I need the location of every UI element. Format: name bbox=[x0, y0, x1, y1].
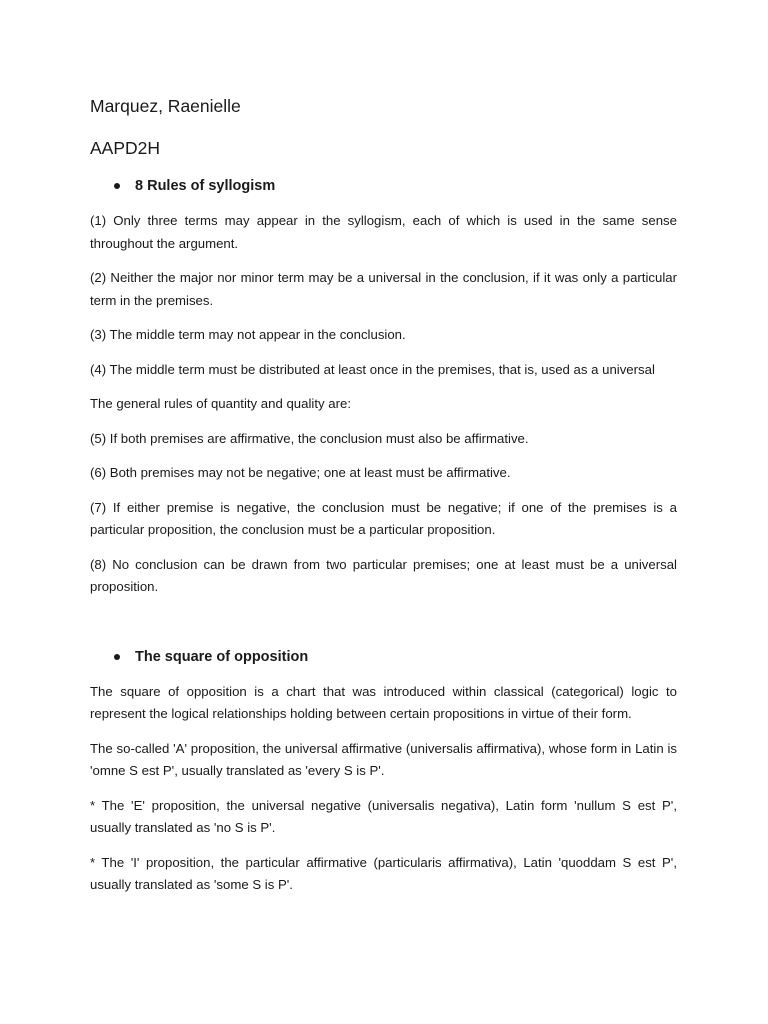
section-heading-text: 8 Rules of syllogism bbox=[135, 178, 276, 194]
paragraph: (3) The middle term may not appear in the conclusion. bbox=[90, 327, 406, 342]
section-heading-square-of-opposition bbox=[90, 647, 677, 667]
paragraph: (2) Neither the major nor minor term may be a universal in the conclusion, if it was only a particular term in the premises. bbox=[90, 270, 677, 308]
paragraph: (8) No conclusion can be drawn from two particular premises; one at least must be a universal proposition. bbox=[90, 556, 677, 594]
spacer bbox=[90, 611, 677, 647]
bullet-icon bbox=[114, 654, 120, 660]
paragraph: The so-called 'A' proposition, the universal affirmative (universalis affirmativa), whose form in Latin is 'omne S est P', usually translated as 'every S is P'. bbox=[90, 740, 677, 778]
paragraph: (4) The middle term must be distributed at least once in the premises, that is, used as a universal bbox=[90, 361, 655, 377]
paragraph: (6) Both premises may not be negative; one at least must be affirmative. bbox=[90, 465, 511, 480]
author-name: Marquez, Raenielle bbox=[90, 96, 241, 116]
paragraph: The general rules of quantity and quality are: bbox=[90, 396, 351, 411]
paragraph: (7) If either premise is negative, the conclusion must be negative; if one of the premises is a particular proposition, the conclusion must be a particular proposition. bbox=[90, 499, 677, 537]
bullet-icon bbox=[114, 183, 120, 189]
paragraph: * The 'I' proposition, the particular affirmative (particularis affirmativa), Latin 'quoddam S est P', usually translated as 'some S is P'. bbox=[90, 854, 677, 892]
paragraph: (1) Only three terms may appear in the syllogism, each of which is used in the same sense throughout the argument. bbox=[90, 213, 677, 251]
course-code: AAPD2H bbox=[90, 138, 161, 158]
document-body bbox=[90, 94, 677, 909]
section-heading-text: The square of opposition bbox=[135, 648, 309, 665]
paragraph: * The 'E' proposition, the universal negative (universalis negativa), Latin form 'nullum S est P', usually translated as 'no S is P'. bbox=[90, 797, 677, 835]
section-heading-syllogism bbox=[90, 176, 677, 196]
paragraph: The square of opposition is a chart that was introduced within classical (categorical) logic to represent the logical relationships holding between certain propositions in virtue of their form. bbox=[90, 683, 677, 721]
paragraph: (5) If both premises are affirmative, the conclusion must also be affirmative. bbox=[90, 430, 529, 446]
